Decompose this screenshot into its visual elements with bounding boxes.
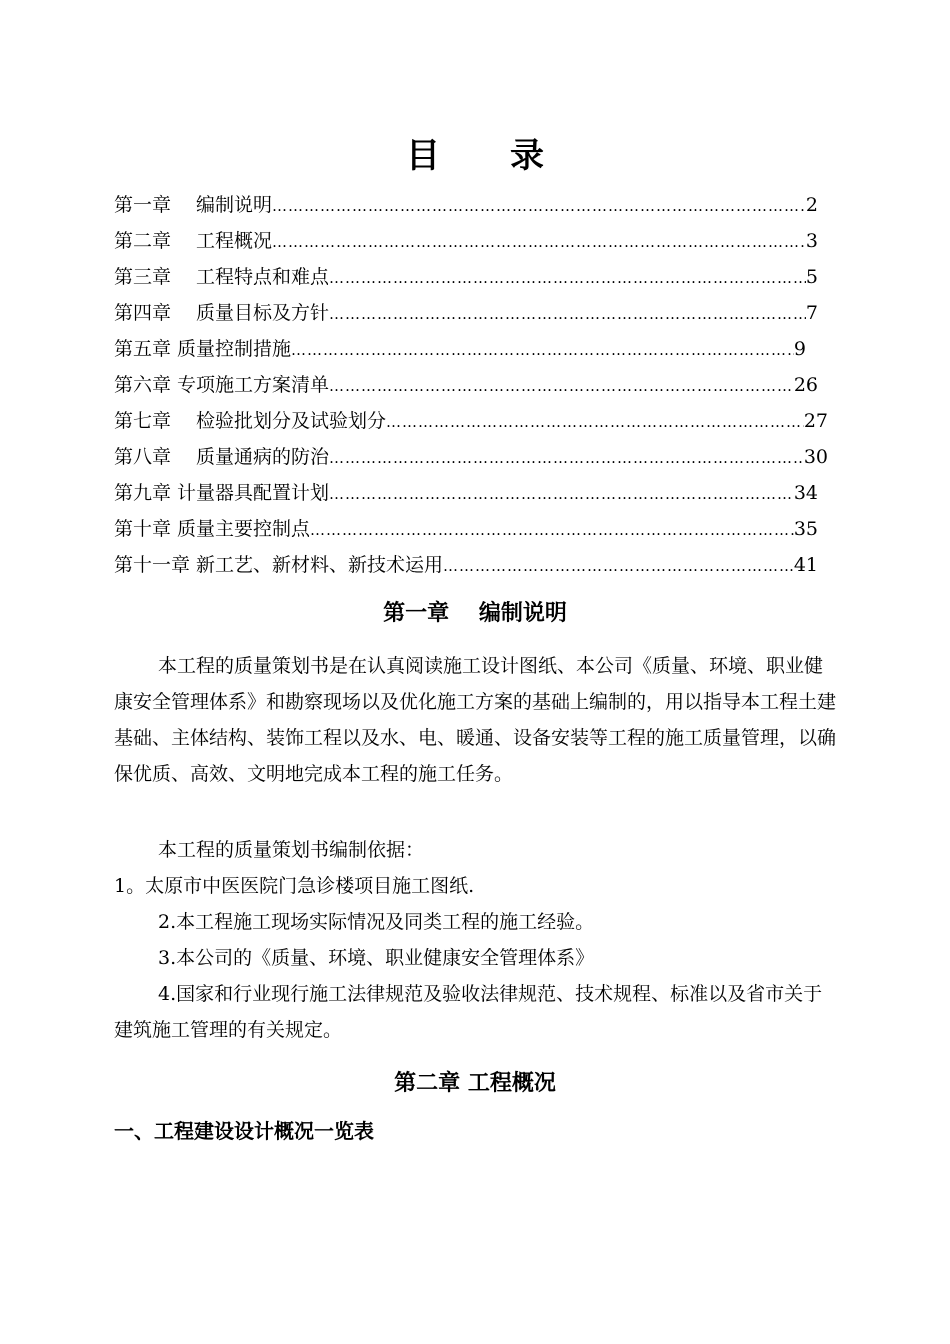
toc-entry-page: 27	[803, 410, 828, 432]
toc-entry[interactable]	[114, 187, 818, 223]
toc-leader-dots	[329, 440, 804, 476]
table-of-contents	[114, 187, 828, 583]
toc-entry[interactable]	[114, 295, 818, 331]
toc-entry-label: 第一章 编制说明	[114, 194, 273, 216]
toc-entry-label: 第四章 质量目标及方针	[114, 302, 330, 324]
toc-leader-dots	[443, 548, 794, 584]
toc-title-char-1: 目	[406, 136, 440, 176]
toc-leader-dots	[329, 260, 806, 296]
toc-leader-dots	[310, 512, 794, 548]
toc-entry-page: 9	[793, 338, 806, 360]
chapter-1-intro-paragraph: 本工程的质量策划书是在认真阅读施工设计图纸、本公司《质量、环境、职业健康安全管理体系》和勘察现场以及优化施工方案的基础上编制的，用以指导本工程土建基础、主体结构、装饰工程以及水、电、暖通、设备安装等工程的施工质量管理，以确保优质、高效、文明地完成本工程的施工任务。	[114, 655, 837, 785]
toc-entry-label: 第八章 质量通病的防治	[114, 446, 330, 468]
toc-leader-dots	[329, 296, 806, 332]
toc-entry[interactable]	[114, 367, 818, 403]
basis-item-4: 4.国家和行业现行施工法律规范及验收法律规范、技术规程、标准以及省市关于建筑施工管理的有关规定。	[114, 983, 823, 1041]
toc-entry[interactable]	[114, 475, 818, 511]
toc-entry[interactable]	[114, 403, 828, 439]
toc-leader-dots	[272, 224, 806, 260]
toc-entry-label: 第六章 专项施工方案清单	[114, 374, 330, 396]
toc-entry-label: 第二章 工程概况	[114, 230, 273, 252]
toc-entry[interactable]	[114, 511, 818, 547]
toc-entry[interactable]	[114, 331, 806, 367]
basis-item-2: 2.本工程施工现场实际情况及同类工程的施工经验。	[158, 911, 595, 933]
toc-leader-dots	[329, 476, 794, 512]
basis-item-1: 1。太原市中医医院门急诊楼项目施工图纸.	[114, 875, 475, 897]
chapter-2-heading: 第二章 工程概况	[394, 1071, 556, 1096]
toc-entry-label: 第三章 工程特点和难点	[114, 266, 330, 288]
section-1-heading: 一、工程建设设计概况一览表	[114, 1119, 374, 1143]
toc-title-char-2: 录	[510, 136, 544, 176]
toc-entry-label: 第十一章 新工艺、新材料、新技术运用	[114, 554, 444, 576]
toc-entry-page: 3	[805, 230, 818, 252]
toc-entry[interactable]	[114, 259, 818, 295]
toc-leader-dots	[329, 368, 794, 404]
toc-entry-page: 30	[803, 446, 828, 468]
toc-entry-label: 第十章 质量主要控制点	[114, 518, 311, 540]
toc-entry-page: 2	[805, 194, 818, 216]
basis-intro: 本工程的质量策划书编制依据：	[158, 839, 425, 861]
toc-entry[interactable]	[114, 439, 828, 475]
toc-leader-dots	[386, 404, 804, 440]
toc-entry[interactable]	[114, 547, 818, 583]
toc-entry-label: 第九章 计量器具配置计划	[114, 482, 330, 504]
toc-entry-page: 26	[793, 374, 818, 396]
basis-item-3: 3.本公司的《质量、环境、职业健康安全管理体系》	[158, 947, 595, 969]
toc-entry-page: 5	[805, 266, 818, 288]
toc-entry-page: 35	[793, 518, 818, 540]
chapter-1-heading: 第一章 编制说明	[383, 601, 567, 626]
toc-leader-dots	[291, 332, 794, 368]
toc-entry[interactable]	[114, 223, 818, 259]
toc-entry-page: 41	[793, 554, 818, 576]
toc-leader-dots	[272, 188, 806, 224]
toc-entry-label: 第七章 检验批划分及试验划分	[114, 410, 387, 432]
toc-entry-label: 第五章 质量控制措施	[114, 338, 292, 360]
toc-entry-page: 7	[805, 302, 818, 324]
toc-title	[0, 128, 950, 177]
toc-entry-page: 34	[793, 482, 818, 504]
